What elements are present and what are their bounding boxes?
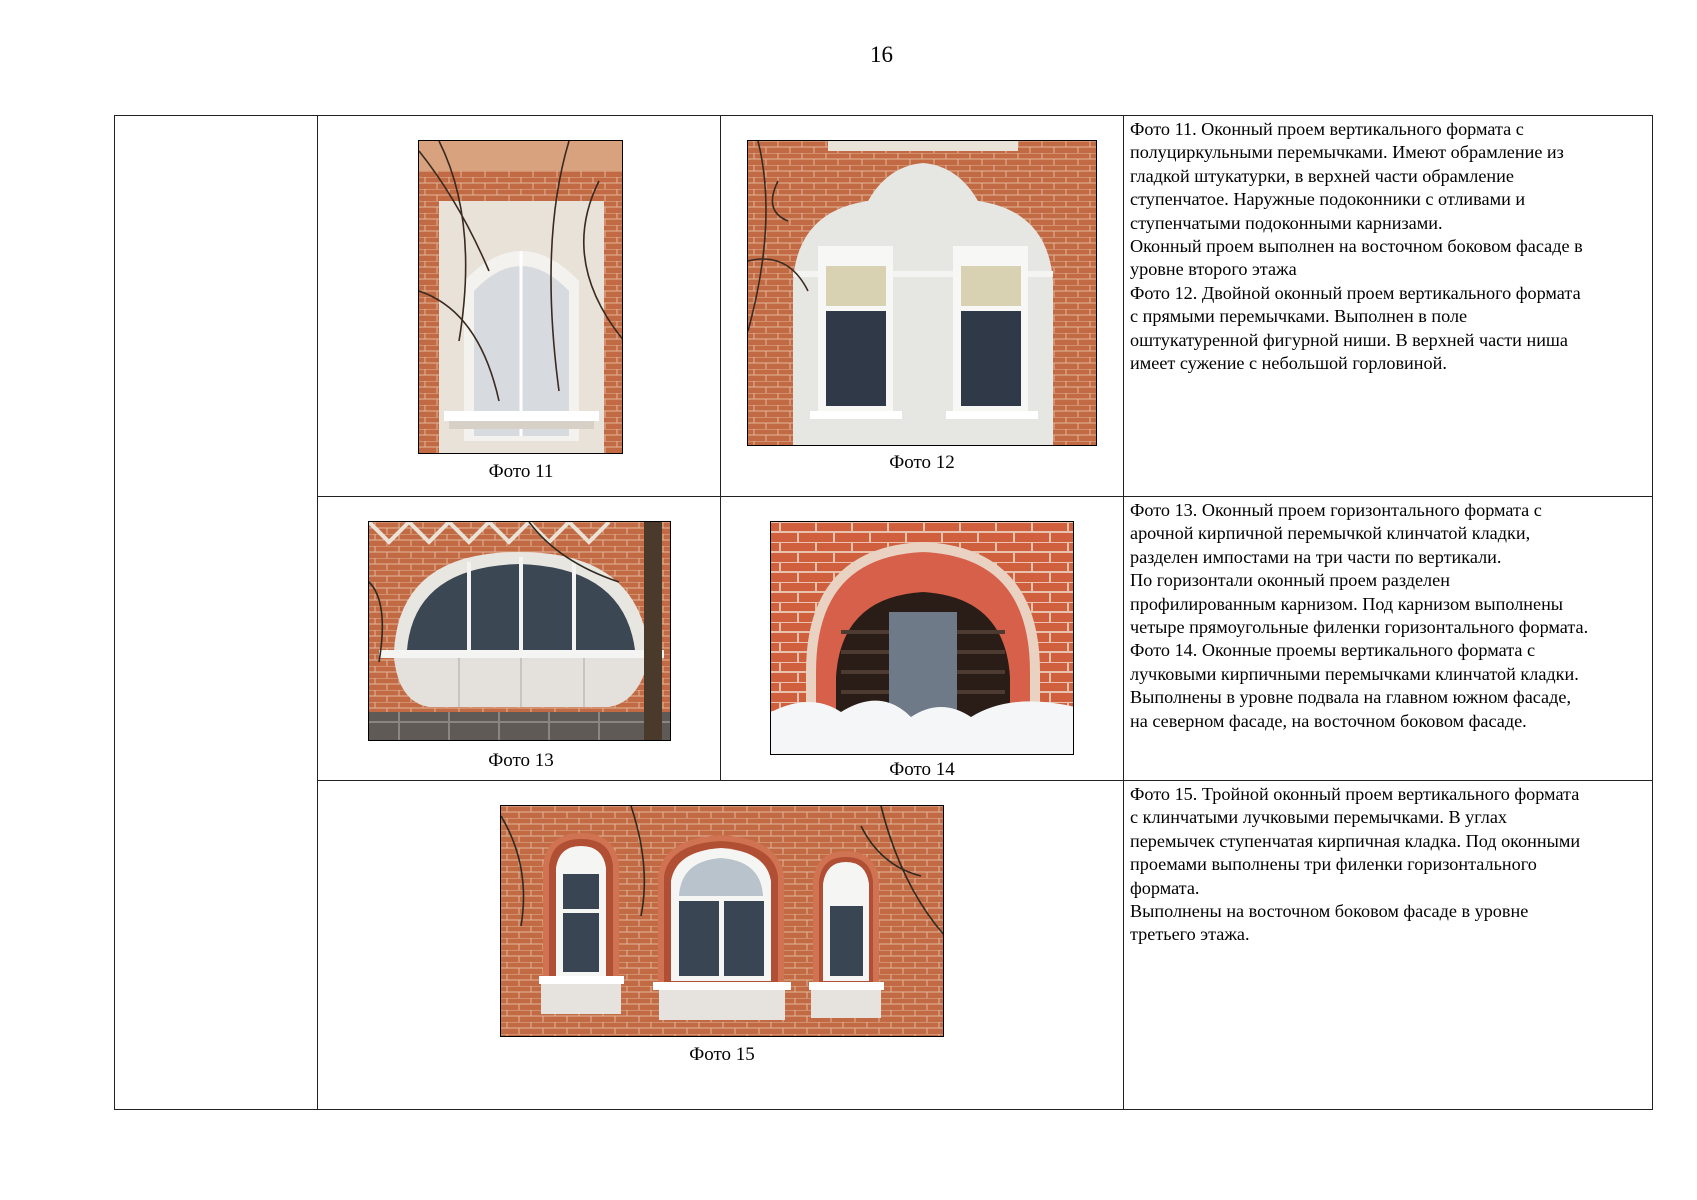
double-window-niche-icon [748, 141, 1097, 446]
photo-cell-11 [318, 116, 721, 497]
photo-cell-14 [721, 497, 1124, 781]
photo-11 [418, 140, 623, 454]
photo-cell-15 [318, 781, 1124, 1110]
table-row [115, 116, 1653, 497]
photo-13 [368, 521, 671, 741]
page-number: 16 [870, 42, 893, 67]
photo-caption: Фото 14 [889, 759, 955, 780]
photo-caption: Фото 15 [689, 1044, 755, 1065]
photo-12 [747, 140, 1097, 446]
photo-cell-12 [721, 116, 1124, 497]
empty-left-cell [115, 116, 318, 1110]
triple-window-icon [501, 806, 944, 1037]
photo-caption: Фото 13 [488, 750, 554, 771]
description-cell [1124, 497, 1653, 781]
photo-cell-13 [318, 497, 721, 781]
table-row [115, 781, 1653, 1110]
description-cell [1124, 781, 1653, 1110]
photo-caption: Фото 12 [889, 452, 955, 473]
semicircular-window-icon [369, 522, 671, 741]
photo-15 [500, 805, 944, 1037]
arched-window-icon [419, 141, 623, 454]
description-text: Фото 13. Оконный проем горизонтального формата с арочной кирпичной перемычкой клинчатой кладки, разделен импостами на три части по вертикали. По горизонтали оконный проем разделен профилированным карнизом. Под карнизом выполнены четыре прямоугольные филенки горизонтального формата. Фото 14. Оконные проемы вертикального формата с лучковыми кирпичными перемычками клинчатой кладки. Выполнены в уровне подвала на главном южном фасаде, на северном фасаде, на восточном боковом фасаде. [1130, 500, 1589, 731]
photo-caption: Фото 11 [488, 461, 554, 482]
description-cell [1124, 116, 1653, 497]
description-text: Фото 15. Тройной оконный проем вертикального формата с клинчатыми лучковыми перемычками. В углах перемычек ступенчатая кирпичная кладка. Под оконными проемами выполнены три филенки горизонтального формата. Выполнены на восточном боковом фасаде в уровне третьего этажа. [1130, 784, 1581, 945]
description-text: Фото 11. Оконный проем вертикального формата с полуциркульными перемычками. Имеют обрамление из гладкой штукатурки, в верхней части обрамление ступенчатое. Наружные подоконники с отливами и ступенчатыми подоконными карнизами. Оконный проем выполнен на восточном боковом фасаде в уровне второго этажа Фото 12. Двойной оконный проем вертикального формата с прямыми перемычками. Выполнен в поле оштукатуренной фигурной ниши. В верхней части ниша имеет сужение с небольшой горловиной. [1130, 119, 1583, 374]
basement-window-icon [771, 522, 1074, 755]
facade-table [114, 115, 1653, 1110]
table-row [115, 497, 1653, 781]
photo-14 [770, 521, 1074, 755]
